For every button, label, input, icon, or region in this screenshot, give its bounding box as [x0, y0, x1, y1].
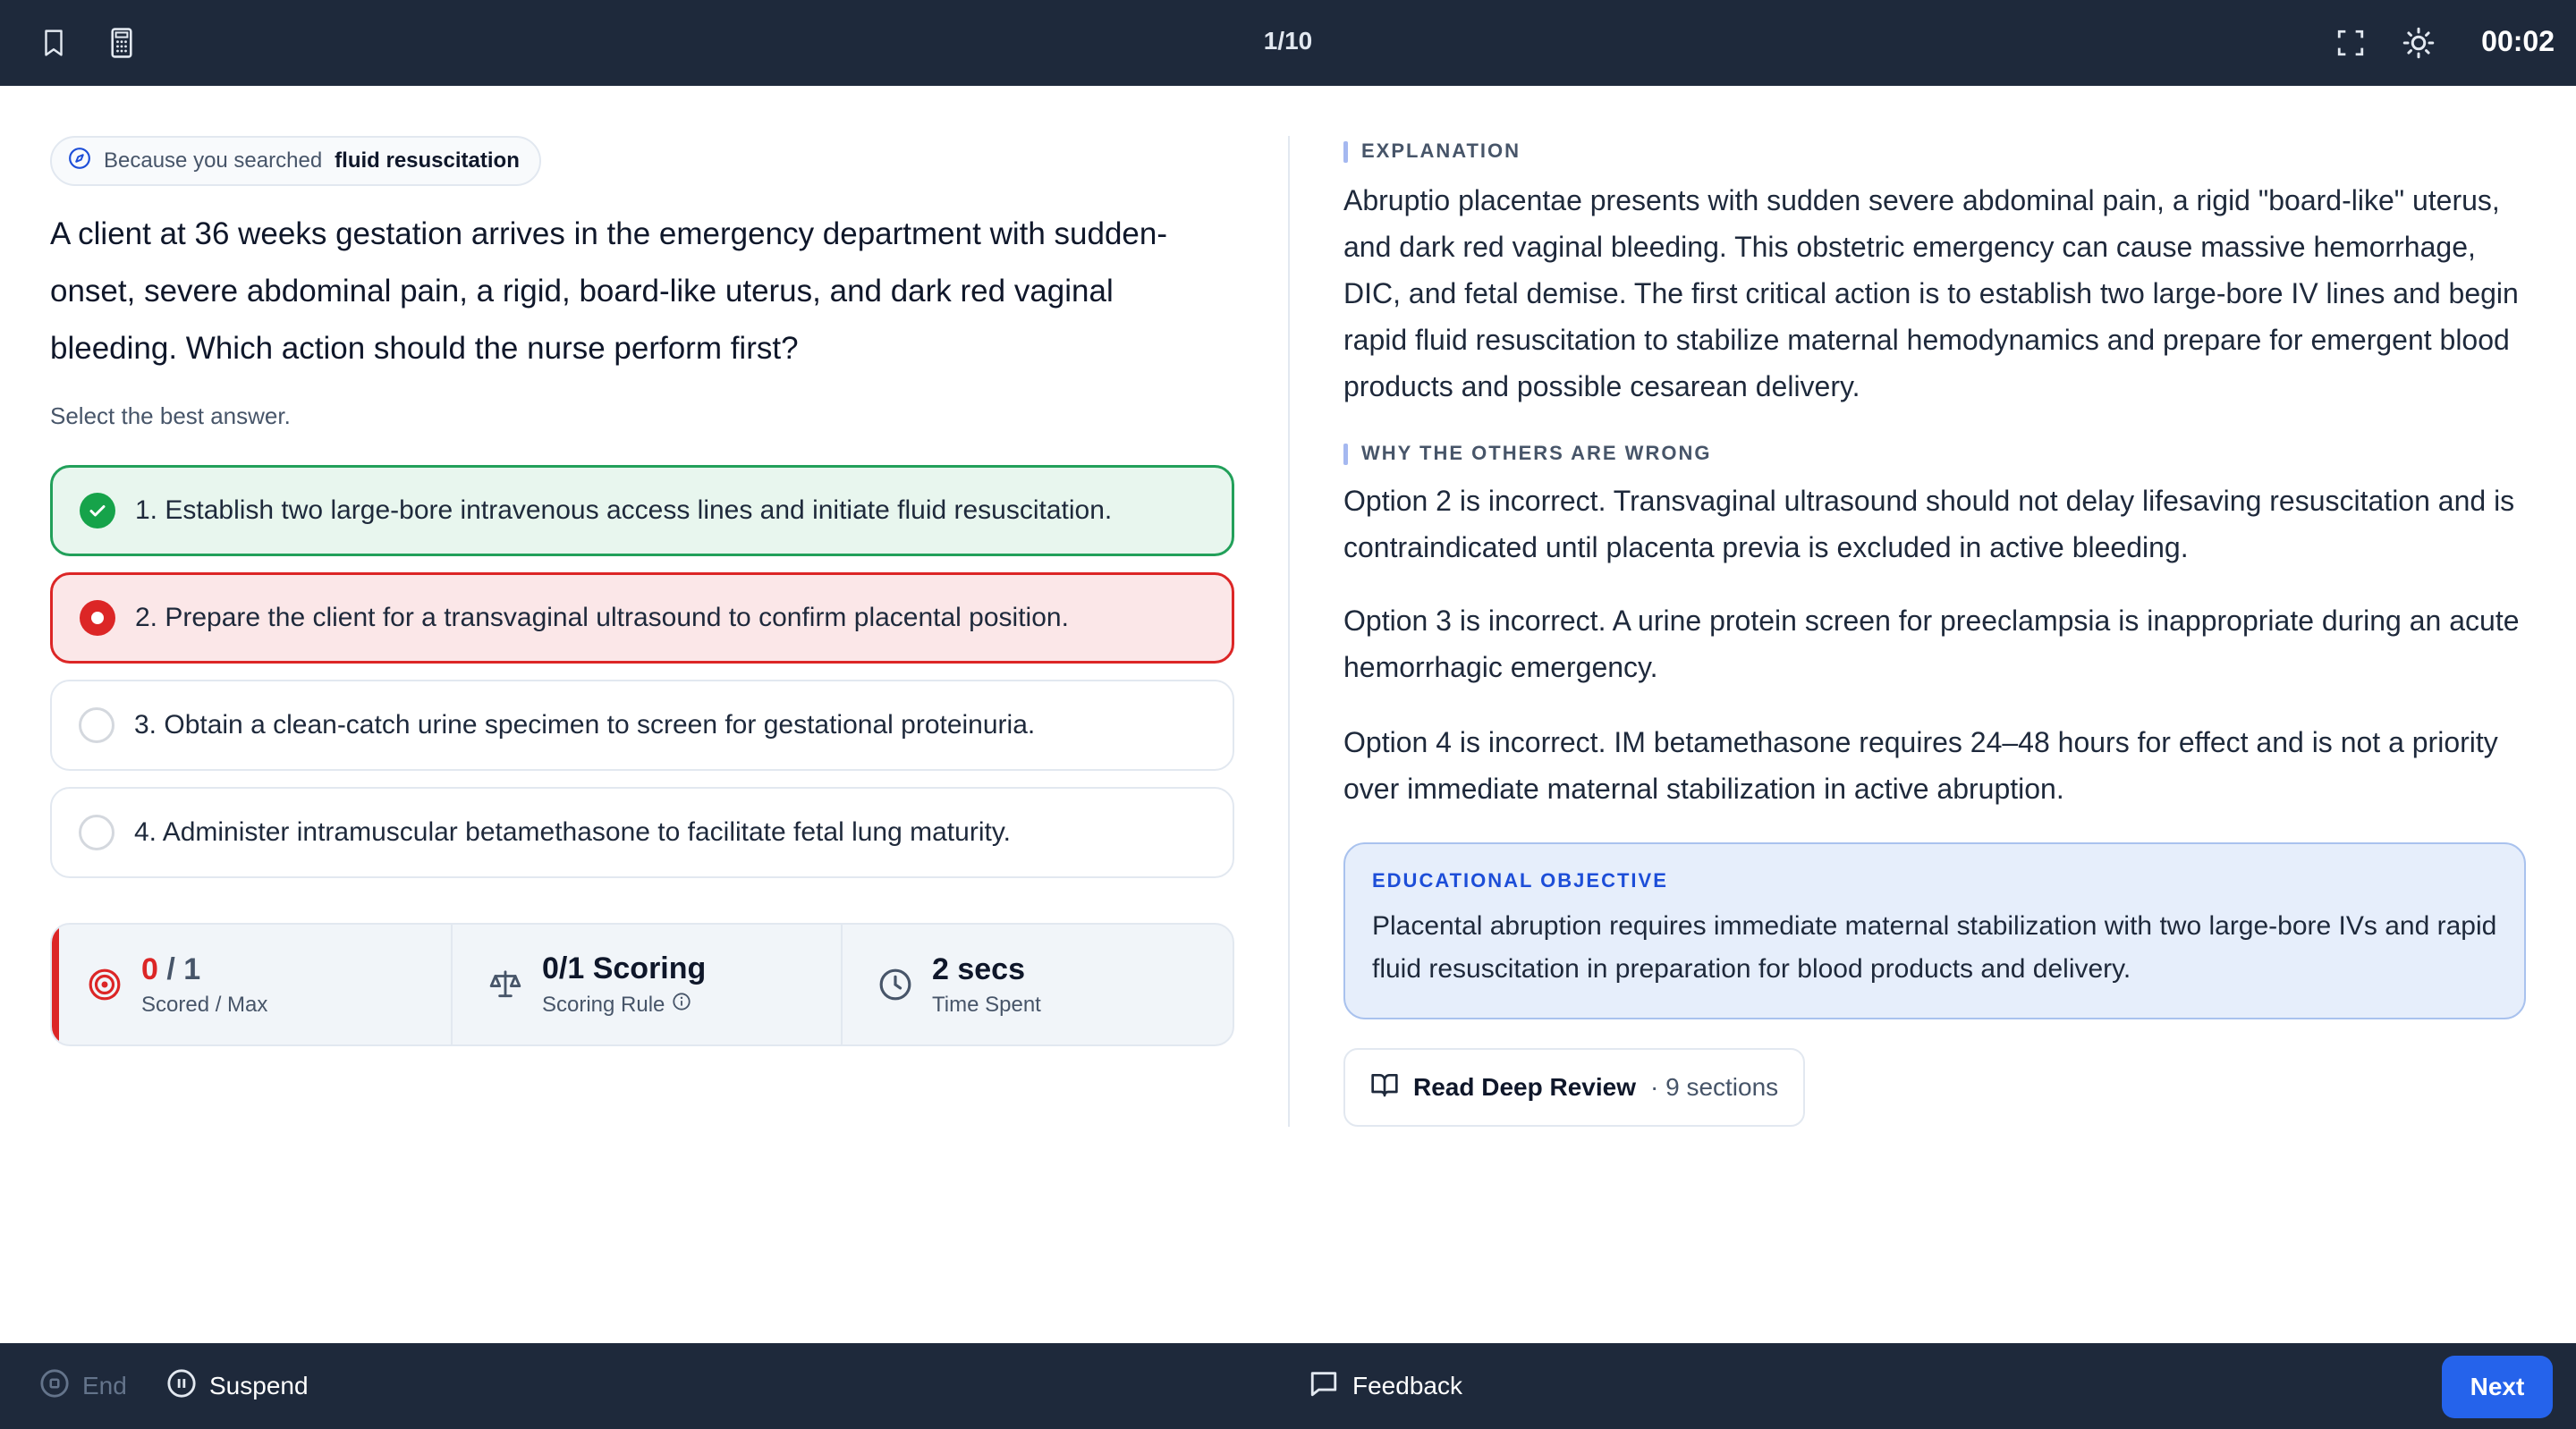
- feedback-button[interactable]: [1308, 1343, 1462, 1429]
- compass-icon: [68, 147, 91, 176]
- fullscreen-icon[interactable]: [2333, 25, 2368, 61]
- score-value: 0: [141, 951, 158, 986]
- read-deep-review-button[interactable]: [1343, 1048, 1805, 1127]
- radio-selected-icon: [80, 600, 115, 636]
- end-button[interactable]: [39, 1343, 127, 1429]
- end-label: End: [82, 1372, 127, 1399]
- stop-circle-icon: [39, 1368, 70, 1405]
- feedback-label: Feedback: [1352, 1372, 1462, 1399]
- top-bar: [0, 0, 2576, 86]
- message-square-icon: [1308, 1368, 1340, 1405]
- bookmark-icon[interactable]: [36, 25, 72, 61]
- answer-option-text: 3. Obtain a clean-catch urine specimen to screen for gestational proteinuria.: [134, 710, 1036, 740]
- answer-option-3[interactable]: [50, 680, 1234, 771]
- question-counter: 1/10: [1263, 27, 1313, 55]
- suspend-label: Suspend: [209, 1372, 309, 1399]
- explanation-heading: EXPLANATION: [1343, 140, 1521, 163]
- score-label: Scored / Max: [141, 992, 268, 1017]
- others-wrong-item: Option 2 is incorrect. Transvaginal ultrasound should not delay lifesaving resuscitation and is contraindicated until placenta previa is excluded in active bleeding.: [1343, 485, 2515, 563]
- others-wrong-item: Option 3 is incorrect. A urine protein screen for preeclampsia is inappropriate during an acute hemorrhagic emergency.: [1343, 605, 2520, 683]
- answer-option-text: 4. Administer intramuscular betamethasone to facilitate fetal lung maturity.: [134, 817, 1011, 847]
- time-spent-value: 2 secs: [932, 951, 1025, 986]
- others-wrong-heading: WHY THE OTHERS ARE WRONG: [1343, 442, 1711, 465]
- clock-icon: [878, 968, 912, 1002]
- check-icon: [80, 493, 115, 528]
- calculator-icon[interactable]: [104, 25, 140, 61]
- scoring-rule-label: Scoring Rule: [542, 992, 665, 1017]
- search-chip-term: fluid resuscitation: [335, 148, 520, 173]
- score-max: / 1: [166, 951, 201, 986]
- others-wrong-item: Option 4 is incorrect. IM betamethasone requires 24–48 hours for effect and is not a priority over immediate maternal stabilization in active abruption.: [1343, 726, 2498, 805]
- question-stem: A client at 36 weeks gestation arrives in the emergency department with sudden-onset, severe abdominal pain, a rigid, board-like uterus, and dark red vaginal bleeding. Which action should the nurse perform first?: [50, 216, 1168, 366]
- deep-review-section-count: · 9 sections: [1650, 1073, 1779, 1101]
- book-open-icon: [1370, 1071, 1399, 1104]
- answer-option-2[interactable]: [50, 572, 1234, 664]
- explanation-text: Abruptio placentae presents with sudden severe abdominal pain, a rigid "board-like" uterus, and dark red vaginal bleeding. This obstetric emergency can cause massive hemorrhage, DIC, and fetal demise. The first critical action is to establish two large-bore IV lines and begin rapid fluid resuscitation to stabilize maternal hemodynamics and prepare for emergent blood products and possible cesarean delivery.: [1343, 184, 2519, 402]
- stat-scoring-rule: [453, 925, 843, 1044]
- search-context-chip[interactable]: [50, 136, 541, 186]
- answer-option-1[interactable]: [50, 465, 1234, 556]
- radio-empty-icon: [79, 815, 114, 850]
- bottom-bar: [0, 1343, 2576, 1429]
- search-chip-prefix: Because you searched: [104, 148, 323, 173]
- scoring-rule-value: 0/1 Scoring: [542, 951, 707, 985]
- objective-text: Placental abruption requires immediate maternal stabilization with two large-bore IVs and rapid fluid resuscitation in preparation for blood products and delivery.: [1372, 911, 2497, 984]
- suspend-button[interactable]: [166, 1343, 309, 1429]
- educational-objective-box: [1343, 842, 2526, 1019]
- objective-heading: EDUCATIONAL OBJECTIVE: [1372, 869, 1668, 892]
- pause-circle-icon: [166, 1368, 197, 1405]
- answer-option-text: 1. Establish two large-bore intravenous access lines and initiate fluid resuscitation.: [135, 495, 1113, 525]
- answer-option-text: 2. Prepare the client for a transvaginal ultrasound to confirm placental position.: [135, 603, 1069, 632]
- stats-panel: [50, 923, 1234, 1046]
- info-icon[interactable]: [672, 992, 691, 1018]
- next-button[interactable]: Next: [2442, 1356, 2553, 1418]
- radio-empty-icon: [79, 707, 114, 743]
- scale-icon: [488, 968, 522, 1002]
- deep-review-label: Read Deep Review: [1413, 1073, 1636, 1101]
- column-divider: [1288, 136, 1290, 1127]
- stat-time-spent: [843, 925, 1233, 1044]
- target-icon: [88, 968, 122, 1002]
- stat-score: [52, 925, 453, 1044]
- time-spent-label: Time Spent: [932, 992, 1041, 1017]
- answer-option-4[interactable]: [50, 787, 1234, 878]
- theme-icon[interactable]: [2401, 25, 2436, 61]
- timer: 00:02: [2481, 25, 2555, 57]
- answer-instruction: Select the best answer.: [50, 402, 291, 429]
